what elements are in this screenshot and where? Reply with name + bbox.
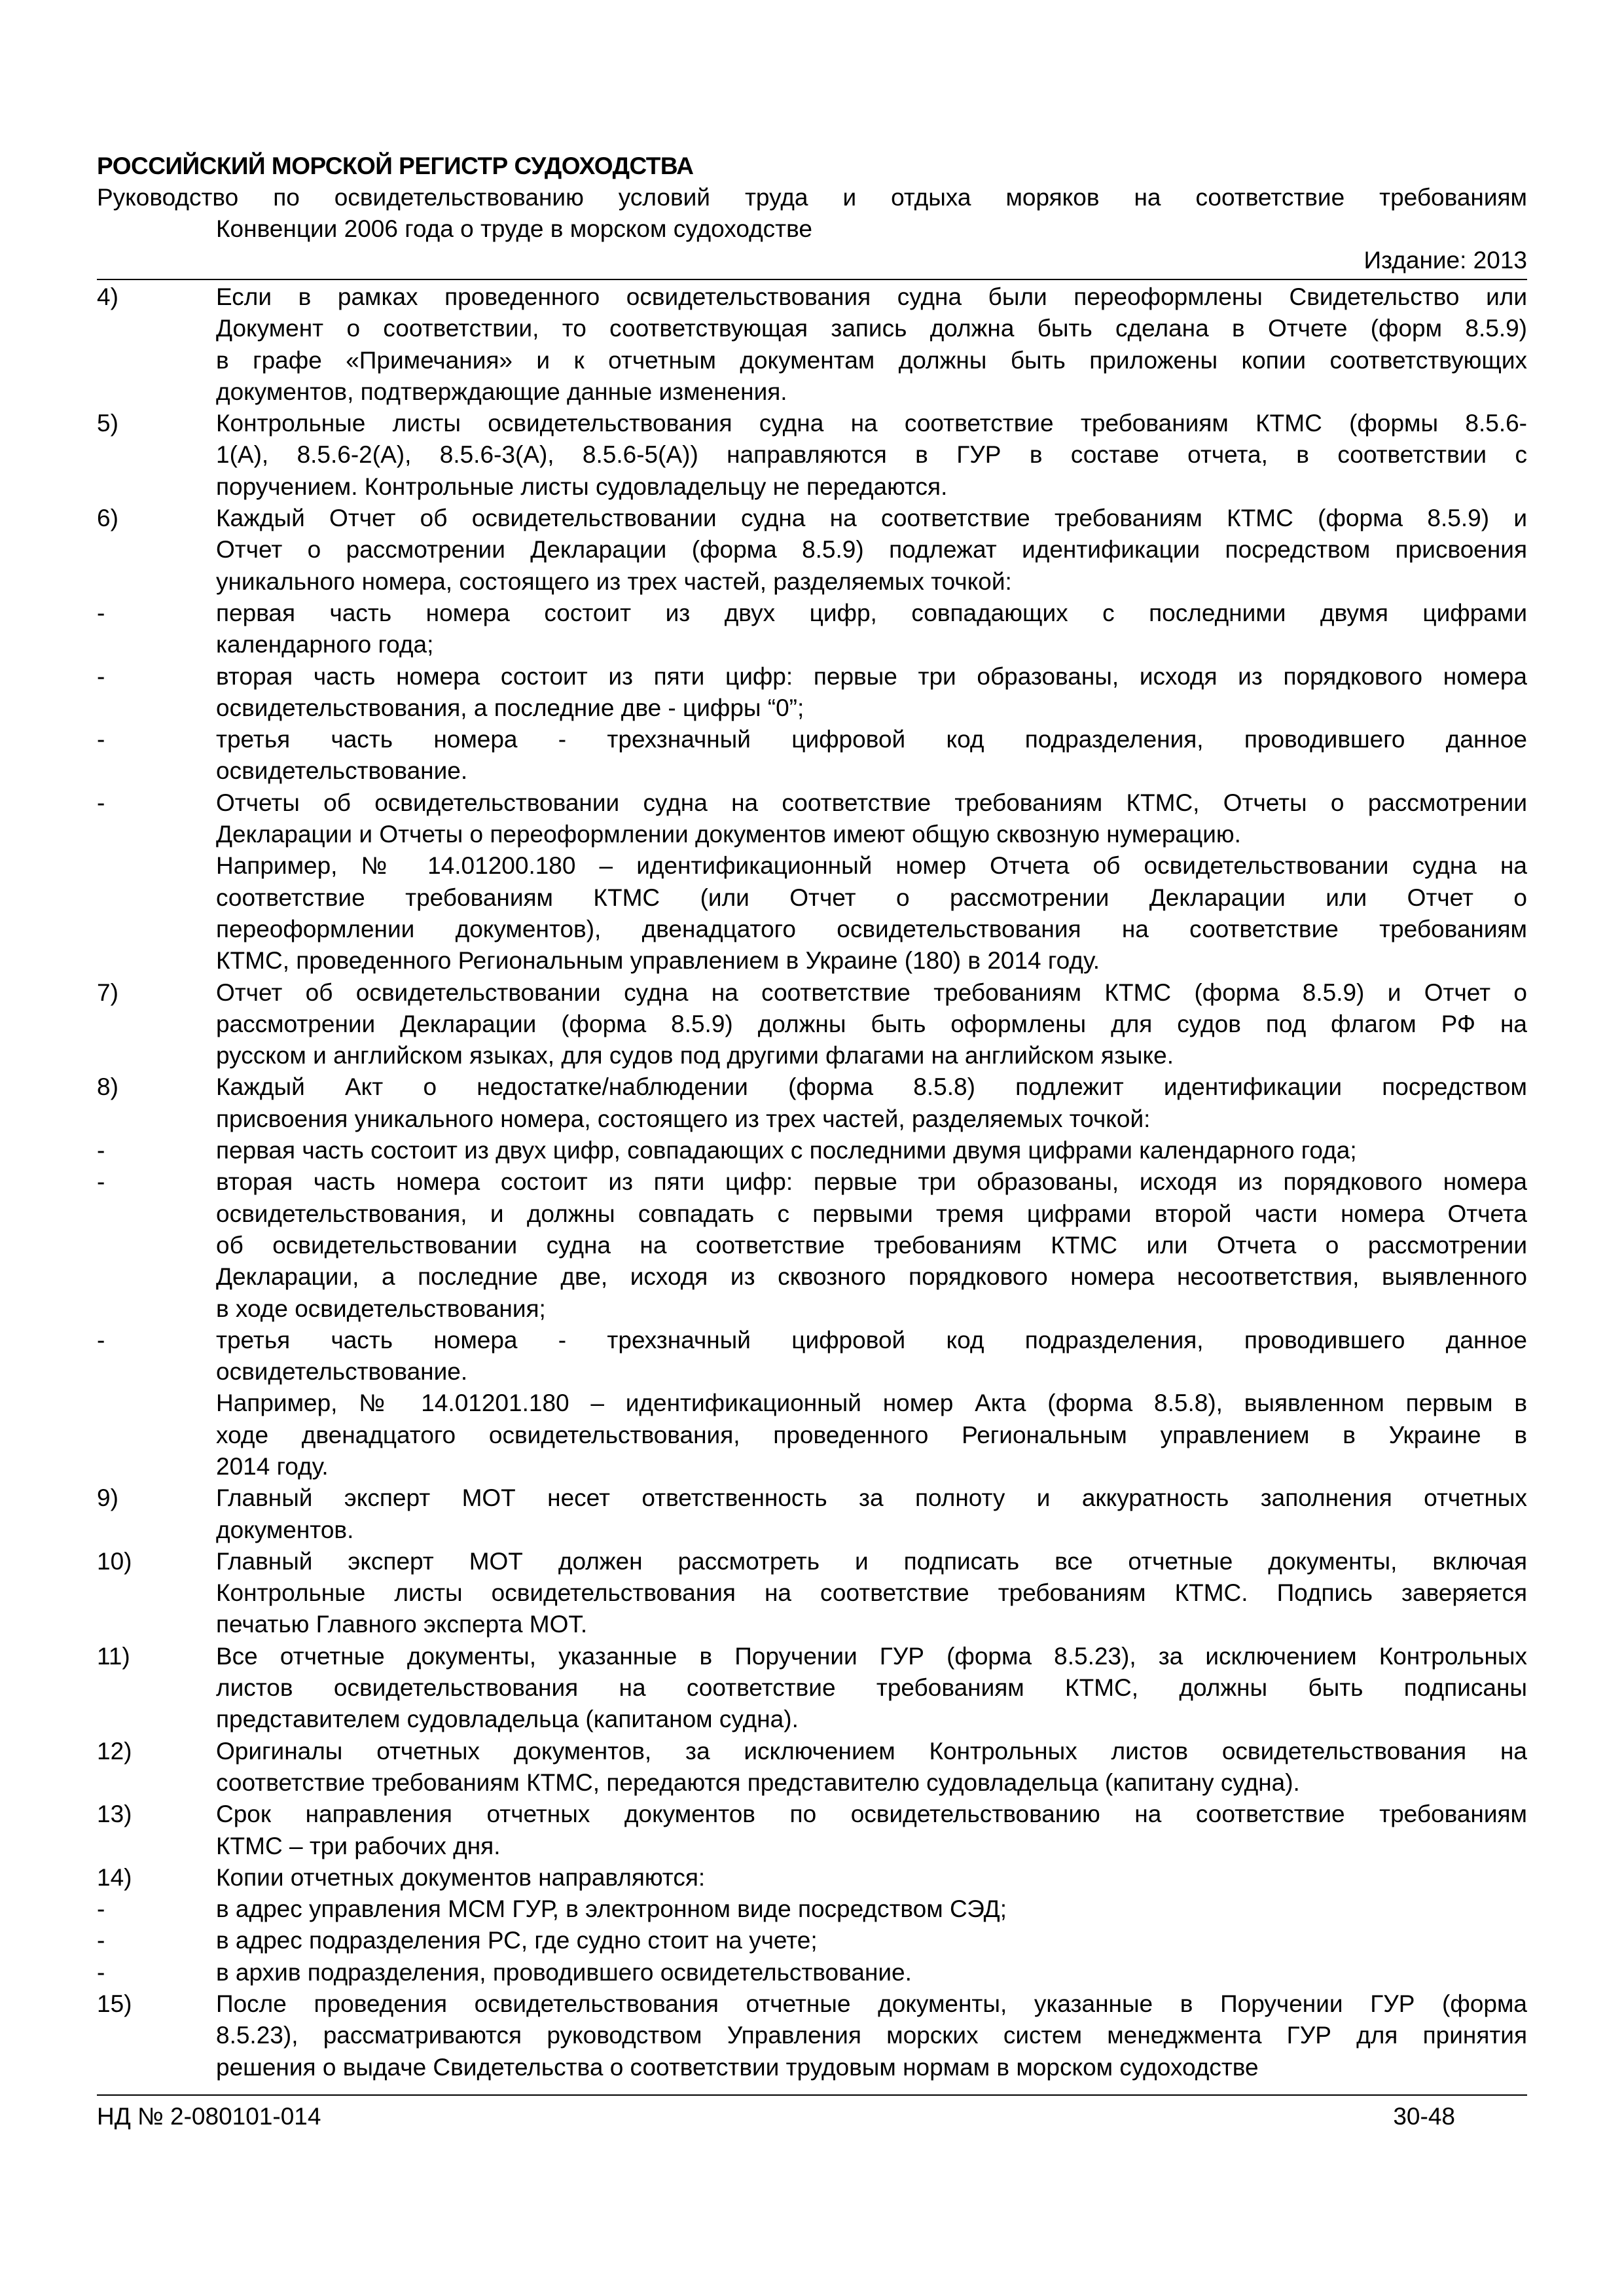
list-item-number: 5) <box>97 410 118 437</box>
list-item <box>97 787 1527 851</box>
text-line: Отчет о рассмотрении Декларации (форма 8.5.9) подлежат идентификации посредством присвоения <box>216 536 1527 564</box>
list-item-text <box>216 1988 1527 2083</box>
list-item <box>97 1988 1527 2083</box>
header-title-line1: Руководство по освидетельствованию условий труда и отдыха моряков на соответствие требованиям <box>97 184 1527 211</box>
list-item-number: 15) <box>97 1990 132 2018</box>
list-item <box>97 1071 1527 1135</box>
text-line: решения о выдаче Свидетельства о соответствии трудовым нормам в морском судоходстве <box>216 2053 1259 2081</box>
text-line: Контрольные листы освидетельствования судна на соответствие требованиям КТМС (формы 8.5.6- <box>216 410 1527 437</box>
list-item-number: - <box>97 789 105 816</box>
document-page <box>97 151 1527 2083</box>
list-item-number: - <box>97 1326 105 1354</box>
text-line: Отчет об освидетельствовании судна на соответствие требованиям КТМС (форма 8.5.9) и Отчет о <box>216 978 1527 1006</box>
list-item-number: - <box>97 1168 105 1196</box>
list-item <box>97 1957 1527 1988</box>
list-item-number: 9) <box>97 1484 118 1512</box>
text-line: соответствие требованиям КТМС (или Отчет о рассмотрении Декларации или Отчет о <box>216 884 1527 911</box>
list-item-text <box>216 1135 1527 1166</box>
list-item <box>97 1925 1527 1956</box>
list-item-text <box>216 408 1527 503</box>
list-item-number: 12) <box>97 1737 132 1765</box>
text-line: соответствие требованиям КТМС, передаются представителю судовладельца (капитану судна). <box>216 1768 1300 1796</box>
text-line: Копии отчетных документов направляются: <box>216 1863 706 1891</box>
list-item-text <box>216 1546 1527 1641</box>
text-line: ходе двенадцатого освидетельствования, проведенного Региональным управлением в Украине в <box>216 1421 1527 1448</box>
list-item-text <box>216 281 1527 408</box>
text-line: Главный эксперт МОТ должен рассмотреть и подписать все отчетные документы, включая <box>216 1547 1527 1575</box>
text-line: рассмотрении Декларации (форма 8.5.9) должны быть оформлены для судов под флагом РФ на <box>216 1010 1527 1037</box>
list-item <box>97 661 1527 725</box>
list-item-text <box>216 1071 1527 1135</box>
list-item-number: 8) <box>97 1073 118 1101</box>
text-line: третья часть номера - трехзначный цифровой код подразделения, проводившего данное <box>216 726 1527 753</box>
text-line: Оригиналы отчетных документов, за исключением Контрольных листов освидетельствования на <box>216 1737 1527 1765</box>
text-line: переоформлении документов), двенадцатого освидетельствования на соответствие требованиям <box>216 915 1527 942</box>
text-line: вторая часть номера состоит из пяти цифр: первые три образованы, исходя из порядкового номера <box>216 1168 1527 1196</box>
list-item <box>97 1799 1527 1862</box>
text-line: документов. <box>216 1516 354 1543</box>
list-item <box>97 724 1527 787</box>
list-item-number: 11) <box>97 1642 130 1670</box>
text-line: русском и английском языках, для судов под другими флагами на английском языке. <box>216 1042 1174 1069</box>
text-line: уникального номера, состоящего из трех частей, разделяемых точкой: <box>216 567 1012 595</box>
text-line: После проведения освидетельствования отчетные документы, указанные в Поручении ГУР (форма <box>216 1990 1527 2018</box>
text-line: 1(А), 8.5.6-2(А), 8.5.6-3(А), 8.5.6-5(А)) направляются в ГУР в составе отчета, в соответствии с <box>216 441 1527 469</box>
text-line: документов, подтверждающие данные изменения. <box>216 378 787 405</box>
text-line: Главный эксперт МОТ несет ответственность за полноту и аккуратность заполнения отчетных <box>216 1484 1527 1512</box>
text-line: Все отчетные документы, указанные в Поручении ГУР (форма 8.5.23), за исключением Контрольных <box>216 1642 1527 1670</box>
list-item-text <box>216 1166 1527 1324</box>
list-item-text <box>216 661 1527 725</box>
list-item <box>97 1388 1527 1482</box>
list-item-number: - <box>97 726 105 753</box>
header-title-line2: Конвенции 2006 года о труде в морском судоходстве <box>216 215 812 242</box>
list-item-text <box>216 1641 1527 1736</box>
list-item-text <box>216 1736 1527 1799</box>
text-line: первая часть состоит из двух цифр, совпадающих с последними двумя цифрами календарного года; <box>216 1137 1357 1164</box>
document-body <box>97 281 1527 2083</box>
text-line: в ходе освидетельствования; <box>216 1295 546 1322</box>
text-line: листов освидетельствования на соответствие требованиям КТМС, должны быть подписаны <box>216 1674 1527 1702</box>
list-item <box>97 1736 1527 1799</box>
text-line: Например, № 14.01200.180 – идентификационный номер Отчета об освидетельствовании судна на <box>216 852 1527 880</box>
text-line: 2014 году. <box>216 1452 329 1480</box>
list-item-text <box>216 1893 1527 1925</box>
list-item <box>97 1325 1527 1388</box>
list-item <box>97 281 1527 408</box>
list-item <box>97 977 1527 1072</box>
footer-doc-number: НД № 2-080101-014 <box>97 2103 321 2130</box>
footer <box>97 2101 1455 2132</box>
list-item-number: - <box>97 599 105 626</box>
list-item-text <box>216 1925 1527 1956</box>
list-item <box>97 1166 1527 1324</box>
footer-page-number: 30-48 <box>1393 2103 1455 2130</box>
list-item <box>97 1893 1527 1925</box>
list-item <box>97 1641 1527 1736</box>
list-item-number: 7) <box>97 978 118 1006</box>
list-item <box>97 1546 1527 1641</box>
list-item-text <box>216 1482 1527 1546</box>
list-item-number: - <box>97 1895 105 1923</box>
list-item-number: 10) <box>97 1547 132 1575</box>
list-item <box>97 1482 1527 1546</box>
list-item-number: 4) <box>97 283 118 310</box>
list-item <box>97 503 1527 598</box>
list-item-number: 14) <box>97 1863 132 1891</box>
list-item-number <box>97 850 216 977</box>
list-item-text <box>216 1957 1527 1988</box>
list-item-number <box>97 1388 216 1482</box>
list-item-number: - <box>97 1137 105 1164</box>
list-item <box>97 408 1527 503</box>
text-line: в адрес подразделения РС, где судно стоит на учете; <box>216 1927 818 1954</box>
list-item <box>97 1135 1527 1166</box>
list-item <box>97 850 1527 977</box>
text-line: в архив подразделения, проводившего освидетельствование. <box>216 1958 912 1986</box>
list-item-text <box>216 1325 1527 1388</box>
text-line: присвоения уникального номера, состоящего из трех частей, разделяемых точкой: <box>216 1105 1151 1132</box>
text-line: Например, № 14.01201.180 – идентификационный номер Акта (форма 8.5.8), выявленном первым в <box>216 1390 1527 1417</box>
text-line: вторая часть номера состоит из пяти цифр: первые три образованы, исходя из порядкового номера <box>216 662 1527 690</box>
list-item-number: 6) <box>97 505 118 532</box>
text-line: КТМС – три рабочих дня. <box>216 1832 501 1859</box>
text-line: календарного года; <box>216 631 434 658</box>
list-item-number: 13) <box>97 1801 132 1828</box>
text-line: поручением. Контрольные листы судовладельцу не передаются. <box>216 473 948 500</box>
text-line: Если в рамках проведенного освидетельствования судна были переоформлены Свидетельство или <box>216 283 1527 310</box>
text-line: Декларации, а последние две, исходя из сквозного порядкового номера несоответствия, выявленного <box>216 1263 1527 1291</box>
list-item-text <box>216 1388 1527 1482</box>
text-line: в адрес управления МСМ ГУР, в электронном виде посредством СЭД; <box>216 1895 1007 1923</box>
text-line: 8.5.23), рассматриваются руководством Управления морских систем менеджмента ГУР для принятия <box>216 2022 1527 2049</box>
text-line: об освидетельствовании судна на соответствие требованиям КТМС или Отчета о рассмотрении <box>216 1231 1527 1259</box>
text-line: представителем судовладельца (капитаном судна). <box>216 1706 799 1733</box>
list-item-number: - <box>97 662 105 690</box>
list-item-text <box>216 977 1527 1072</box>
text-line: освидетельствование. <box>216 757 468 785</box>
header-edition: Издание: 2013 <box>1363 247 1527 274</box>
list-item-number: - <box>97 1927 105 1954</box>
header-rule <box>97 279 1527 280</box>
list-item-text <box>216 724 1527 787</box>
list-item-text <box>216 787 1527 851</box>
text-line: Контрольные листы освидетельствования на соответствие требованиям КТМС. Подпись заверяется <box>216 1579 1527 1607</box>
text-line: Каждый Акт о недостатке/наблюдении (форма 8.5.8) подлежит идентификации посредством <box>216 1073 1527 1101</box>
list-item-text <box>216 1862 1527 1893</box>
text-line: первая часть номера состоит из двух цифр, совпадающих с последними двумя цифрами <box>216 599 1527 626</box>
list-item <box>97 598 1527 661</box>
text-line: освидетельствования, а последние две - цифры “0”; <box>216 694 804 721</box>
text-line: Срок направления отчетных документов по освидетельствованию на соответствие требованиям <box>216 1801 1527 1828</box>
list-item-text <box>216 1799 1527 1862</box>
text-line: освидетельствования, и должны совпадать с первыми тремя цифрами второй части номера Отчета <box>216 1200 1527 1227</box>
text-line: Отчеты об освидетельствовании судна на соответствие требованиям КТМС, Отчеты о рассмотрении <box>216 789 1527 816</box>
text-line: печатью Главного эксперта МОТ. <box>216 1611 588 1638</box>
list-item-text <box>216 503 1527 598</box>
text-line: Каждый Отчет об освидетельствовании судна на соответствие требованиям КТМС (форма 8.5.9) и <box>216 505 1527 532</box>
text-line: Документ о соответствии, то соответствующая запись должна быть сделана в Отчете (форм 8.5.9) <box>216 315 1527 342</box>
footer-rule <box>97 2094 1527 2096</box>
list-item <box>97 1862 1527 1893</box>
list-item-number: - <box>97 1958 105 1986</box>
text-line: третья часть номера - трехзначный цифровой код подразделения, проводившего данное <box>216 1326 1527 1354</box>
text-line: Декларации и Отчеты о переоформлении документов имеют общую сквозную нумерацию. <box>216 821 1241 848</box>
text-line: в графе «Примечания» и к отчетным документам должны быть приложены копии соответствующих <box>216 346 1527 374</box>
header-organization: РОССИЙСКИЙ МОРСКОЙ РЕГИСТР СУДОХОДСТВА <box>97 152 694 179</box>
text-line: освидетельствование. <box>216 1358 468 1386</box>
list-item-text <box>216 850 1527 977</box>
list-item-text <box>216 598 1527 661</box>
text-line: КТМС, проведенного Региональным управлением в Украине (180) в 2014 году. <box>216 947 1100 975</box>
